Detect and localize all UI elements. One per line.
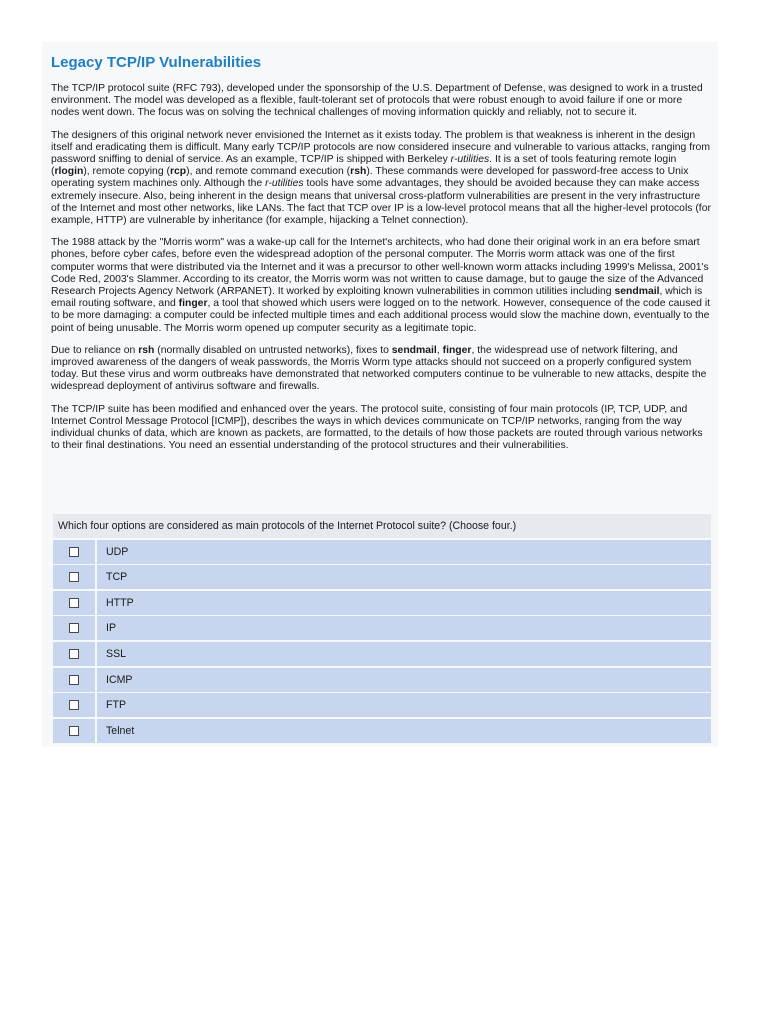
checkbox-telnet[interactable] xyxy=(69,726,79,736)
quiz-options xyxy=(53,540,711,743)
checkbox-icmp[interactable] xyxy=(69,675,79,685)
quiz-option-http[interactable] xyxy=(53,591,711,615)
quiz-option-ftp[interactable] xyxy=(53,693,711,717)
text-run: tools have some advantages, they should be avoided because they can make access extremely insecure. Also, being inherent in the design means that universal cross-platform vulnerabilities are present in the very infrastructure of the Internet and most other networks, like LANs. The fact that TCP over IP is a low-level protocol means that all the higher-level protocols (for example, HTTP) are vulnerable by inheritance (for example, hijacking a Telnet connection). xyxy=(51,178,711,227)
option-label: HTTP xyxy=(106,596,134,609)
text-run: The TCP/IP suite has been modified and enhanced over the years. The protocol suite, consisting of four main protocols (IP, TCP, UDP, and Internet Control Message Protocol [ICMP]), describes the ways in which devices communicate on TCP/IP networks, ranging from the way individual chunks of data, which are known as packets, are formatted, to the details of how those packets are routed through various networks to their final destinations. You need an essential understanding of the protocol structures and their vulnerabilities. xyxy=(51,403,703,452)
italic-term: r-utilities xyxy=(450,154,490,166)
quiz-option-tcp[interactable] xyxy=(53,565,711,589)
page-title: Legacy TCP/IP Vulnerabilities xyxy=(51,54,262,71)
text-run: ). These commands were developed for password-free access to Unix operating system machines only. Although the xyxy=(51,166,689,190)
checkbox-tcp[interactable] xyxy=(69,572,79,582)
option-label: TCP xyxy=(106,571,128,584)
bold-term: sendmail xyxy=(614,286,660,298)
text-run: (normally disabled on untrusted networks), fixes to xyxy=(154,344,392,356)
quiz-option-telnet[interactable] xyxy=(53,719,711,743)
option-label: Telnet xyxy=(106,724,135,737)
checkbox-cell[interactable] xyxy=(53,693,97,717)
checkbox-cell[interactable] xyxy=(53,642,97,666)
quiz-option-ssl[interactable] xyxy=(53,642,711,666)
checkbox-cell[interactable] xyxy=(53,616,97,640)
checkbox-cell[interactable] xyxy=(53,668,97,692)
option-label: FTP xyxy=(106,699,127,712)
text-run: The designers of this original network never envisioned the Internet as it exists today. The problem is that weakness is inherent in the design itself and eradicating them is difficult. Many early TCP/IP protocols are now considered insecure and vulnerable to various attacks, ranging from password sniffing to denial of service. As an example, TCP/IP is shipped with Berkeley xyxy=(51,129,710,166)
body-paragraph-1 xyxy=(51,83,711,120)
checkbox-cell[interactable] xyxy=(53,719,97,743)
text-run: The TCP/IP protocol suite (RFC 793), developed under the sponsorship of the U.S. Department of Defense, was designed to work in a trusted environment. The model was developed as a flexible, fault-tolerant set of protocols that were robust enough to avoid failure if one or more nodes went down. The focus was on solving the technical challenges of moving information quickly and reliably, not to secure it. xyxy=(51,83,703,119)
bold-term: finger xyxy=(178,298,208,310)
checkbox-ip[interactable] xyxy=(69,623,79,633)
option-label: SSL xyxy=(106,647,127,660)
option-label: ICMP xyxy=(106,673,133,686)
checkbox-ssl[interactable] xyxy=(69,649,79,659)
checkbox-cell[interactable] xyxy=(53,565,97,589)
bold-term: rlogin xyxy=(54,166,84,178)
checkbox-ftp[interactable] xyxy=(69,700,79,710)
checkbox-cell[interactable] xyxy=(53,591,97,615)
checkbox-http[interactable] xyxy=(69,598,79,608)
body-paragraph-5 xyxy=(51,404,711,453)
quiz-question: Which four options are considered as main protocols of the Internet Protocol suite? (Choose four.) xyxy=(53,514,711,538)
text-run: , a tool that showed which users were logged on to the network. However, consequence of the code caused it to be more damaging: a computer could be infected multiple times and each additional process would slow the machine down, eventually to the point of being unusable. The Morris worm opened up computer security as a legitimate topic. xyxy=(51,298,711,334)
checkbox-cell[interactable] xyxy=(53,540,97,564)
checkbox-udp[interactable] xyxy=(69,547,79,557)
body-paragraph-2 xyxy=(51,130,711,228)
body-paragraph-4 xyxy=(51,345,711,394)
option-label: UDP xyxy=(106,545,129,558)
text-run: , xyxy=(436,344,443,356)
text-run: . It is a set of tools featuring remote login ( xyxy=(51,154,677,178)
bold-term: rcp xyxy=(169,166,187,178)
bold-term: rsh xyxy=(350,166,367,178)
text-run: Due to reliance on xyxy=(51,344,139,356)
text-run: ), remote copying ( xyxy=(83,166,170,178)
bold-term: finger xyxy=(442,344,472,356)
quiz-block xyxy=(53,514,711,743)
quiz-option-udp[interactable] xyxy=(53,540,711,564)
article-panel xyxy=(42,42,718,747)
article-body xyxy=(51,83,711,462)
option-label: IP xyxy=(106,622,117,635)
text-run: , which is email routing software, and xyxy=(51,286,703,310)
text-run: The 1988 attack by the "Morris worm" was a wake-up call for the Internet's architects, who had done their original work in an era before smart phones, before cyber cafes, before even the widespread adoption of the personal computer. The Morris worm attack was one of the first computer worms that were distributed via the Internet and it was a precursor to other well-known worm attacks including 1999's Melissa, 2001's Code Red, 2003's Slammer. According to its creator, the Morris worm was not written to cause damage, but to gauge the size of the Advanced Research Projects Agency Network (ARPANET). It worked by exploiting known vulnerabilities in common utilities including xyxy=(51,237,709,298)
bold-term: sendmail xyxy=(391,344,437,356)
body-paragraph-3 xyxy=(51,237,711,335)
text-run: ), and remote command execution ( xyxy=(186,166,351,178)
italic-term: r-utilities xyxy=(265,178,304,190)
quiz-option-ip[interactable] xyxy=(53,616,711,640)
bold-term: rsh xyxy=(138,344,155,356)
quiz-option-icmp[interactable] xyxy=(53,668,711,692)
text-run: , the widespread use of network filtering, and improved awareness of the dangers of weak passwords, the Morris Worm type attacks should not succeed on a properly configured system today. But these virus and worm outbreaks have demonstrated that networked computers continue to be vulnerable to new attacks, despite the widespread deployment of antivirus software and firewalls. xyxy=(51,344,707,393)
